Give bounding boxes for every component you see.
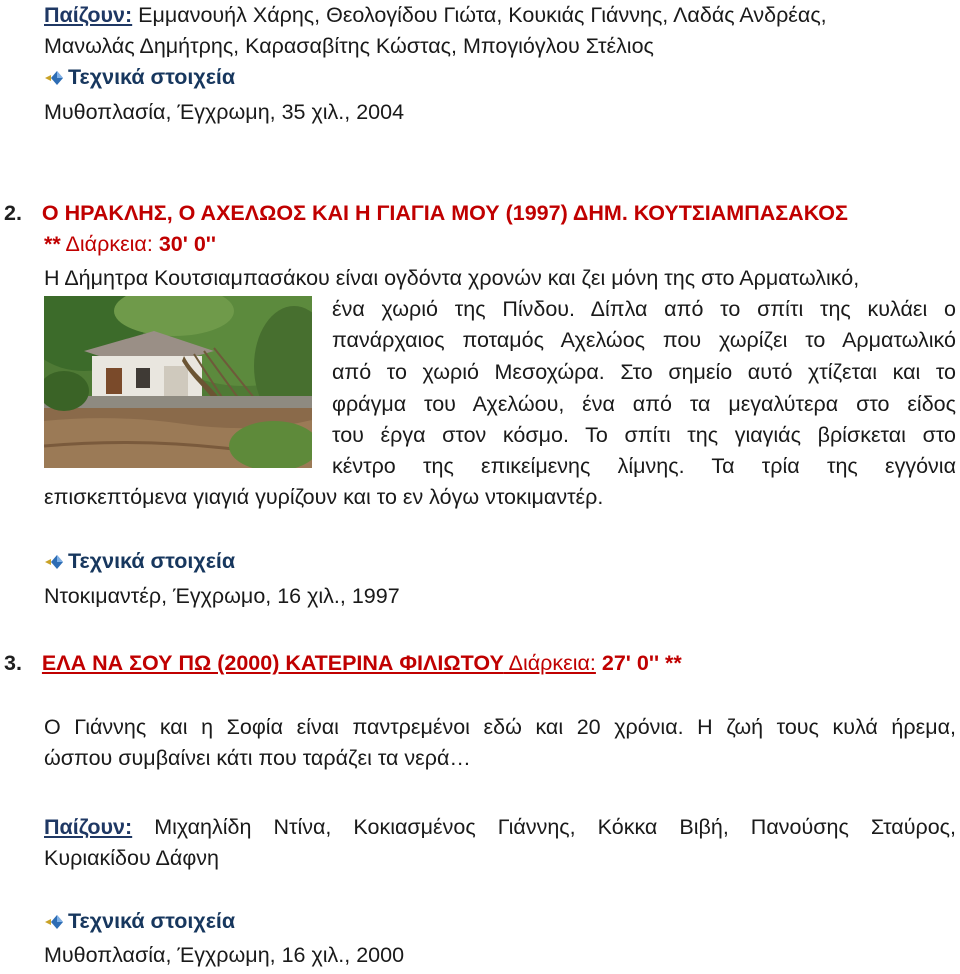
cast-label: Παίζουν: bbox=[44, 815, 133, 839]
tech-heading-1 bbox=[44, 62, 235, 96]
rating-stars: ** bbox=[44, 232, 61, 256]
desc-line-8: επισκεπτόμενα γιαγιά γυρίζουν και το εν λόγω ντοκιμαντέρ. bbox=[44, 485, 604, 509]
cast-line-2: Μανωλάς Δημήτρης, Καρασαβίτης Κώστας, Μπογιόγλου Στέλιος bbox=[44, 34, 654, 58]
item-2-duration bbox=[44, 229, 216, 260]
cast-names: Μιχαηλίδη Ντίνα, Κοκιασμένος Γιάννης, Κόκκα Βιβή, Πανούσης Σταύρος, bbox=[132, 815, 956, 839]
item-2-heading bbox=[4, 198, 848, 229]
desc-line-2: ένα χωριό της Πίνδου. Δίπλα από το σπίτι της κυλάει ο bbox=[332, 297, 956, 321]
duration-label: Διάρκεια: bbox=[60, 232, 153, 256]
tech-value-2: Ντοκιμαντέρ, Έγχρωμο, 16 χιλ., 1997 bbox=[44, 584, 400, 608]
item-3-heading bbox=[4, 648, 682, 679]
tech-label: Τεχνικά στοιχεία bbox=[68, 65, 236, 89]
cast-names: Εμμανουήλ Χάρης, Θεολογίδου Γιώτα, Κουκιάς Γιάννης, Λαδάς Ανδρέας, bbox=[132, 3, 827, 27]
item-title: ΕΛΑ ΝΑ ΣΟΥ ΠΩ (2000) ΚΑΤΕΡΙΝΑ ΦΙΛΙΩΤΟΥ bbox=[41, 651, 504, 675]
tech-heading-2 bbox=[44, 546, 235, 580]
duration-value: 30' 0'' bbox=[152, 232, 216, 256]
duration-label: Διάρκεια: bbox=[503, 651, 596, 675]
item-title: Ο ΗΡΑΚΛΗΣ, Ο ΑΧΕΛΩΟΣ ΚΑΙ Η ΓΙΑΓΙΑ ΜΟΥ (1997) ΔΗΜ. ΚΟΥΤΣΙΑΜΠΑΣΑΚΟΣ bbox=[41, 201, 848, 225]
item-number: 3. bbox=[4, 651, 22, 675]
tech-value-1: Μυθοπλασία, Έγχρωμη, 35 χιλ., 2004 bbox=[44, 100, 405, 124]
cast-line-1 bbox=[44, 812, 956, 843]
desc-line-4: από το χωριό Μεσοχώρα. Στο σημείο αυτό χτίζεται και το bbox=[332, 360, 956, 384]
diamond-bullet-icon bbox=[44, 549, 64, 580]
desc-line-6: του έργα στον κόσμο. Το σπίτι της γιαγιάς βρίσκεται στο bbox=[332, 423, 956, 447]
item-number: 2. bbox=[4, 201, 22, 225]
tech-label: Τεχνικά στοιχεία bbox=[68, 909, 236, 933]
diamond-bullet-icon bbox=[44, 909, 64, 940]
desc-line-1: Η Δήμητρα Κουτσιαμπασάκου είναι ογδόντα χρονών και ζει μόνη της στο Αρματωλικό, bbox=[44, 266, 860, 290]
desc-line-3: πανάρχαιος ποταμός Αχελώος που χωρίζει το Αρματωλικό bbox=[332, 328, 956, 352]
desc-line-7: κέντρο της επικείμενης λίμνης. Τα τρία της εγγόνια bbox=[332, 454, 956, 478]
cast-label: Παίζουν: bbox=[44, 3, 133, 27]
village-house-photo bbox=[44, 296, 312, 468]
tech-label: Τεχνικά στοιχεία bbox=[68, 549, 236, 573]
tech-value-3: Μυθοπλασία, Έγχρωμη, 16 χιλ., 2000 bbox=[44, 943, 405, 967]
cast-line-2: Κυριακίδου Δάφνη bbox=[44, 846, 219, 870]
desc-line-5: φράγμα του Αχελώου, ένα από τα μεγαλύτερα στο είδος bbox=[332, 392, 956, 416]
desc-line-2: ώσπου συμβαίνει κάτι που ταράζει τα νερά… bbox=[44, 746, 471, 770]
desc-line-1: Ο Γιάννης και η Σοφία είναι παντρεμένοι εδώ και 20 χρόνια. Η ζωή τους κυλά ήρεμα, bbox=[44, 715, 956, 739]
tech-heading-3 bbox=[44, 906, 235, 940]
duration-value: 27' 0'' bbox=[595, 651, 660, 675]
rating-stars: ** bbox=[659, 651, 682, 675]
cast-line-1 bbox=[44, 0, 827, 31]
diamond-bullet-icon bbox=[44, 65, 64, 96]
